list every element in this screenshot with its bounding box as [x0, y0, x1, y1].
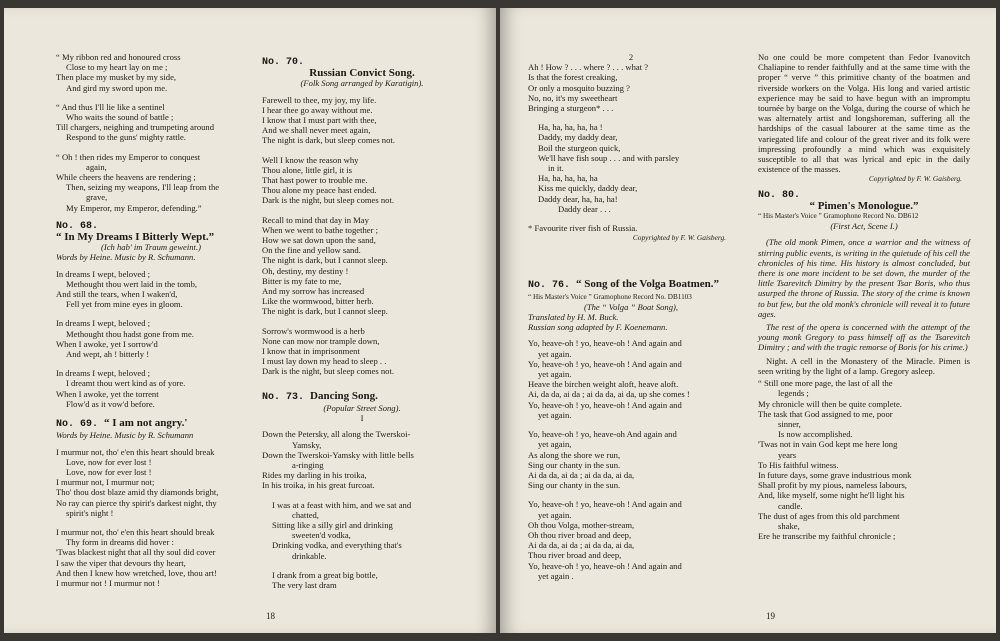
song-68-stanza — [56, 368, 246, 409]
stanza-continued — [528, 62, 734, 113]
verse-line: I must lay down my head to sleep . . — [262, 356, 387, 367]
verse-line: Methought thou wert laid in the tomb, — [66, 278, 198, 289]
verse-line: And wept, ah ! bitterly ! — [66, 349, 150, 360]
verse-line: Yo, heave-oh ! yo, heave-oh ! And again and — [528, 338, 682, 349]
verse-line: When I awoke, yet I sorrow'd — [56, 338, 158, 349]
verse-line: I know that I must part with thee, — [262, 115, 377, 126]
song-76-stanza — [528, 499, 734, 581]
verse-line: Ai da da, ai da ; ai da da, ai da, — [528, 540, 635, 551]
intro-paragraph: No one could be more competent than Fedor Ivanovitch Chaliapine to render faithfully and at the same time with the proper “ verve ” this primitive chanty of the boatmen and riverside workers on the Volga. His long and varied artistic experience may be said to have begun with an impromptu tournée by barge on the Volga, during the course of which he was alternately artist and longshoreman, suffering all the hardships of the casual labourer at the same time as the variegated life and colour of the great river and its folk were impressing profoundly a mind which was exquisitely susceptible to all that was lyrical and epic in the daily existence of the masses. — [758, 52, 970, 175]
verse-line: And my sorrow has increased — [262, 286, 365, 297]
verse-line: in it. — [548, 163, 564, 174]
verse-line: The dust of ages from this old parchment — [758, 510, 900, 521]
song-76-title-row — [528, 279, 734, 291]
verse-line: I saw the viper that devours thy heart, — [56, 557, 186, 568]
verse-line: Yo, heave-oh ! yo, heave-oh ! And again and — [528, 560, 682, 571]
song-credit: Translated by H. M. Buck. — [528, 312, 619, 323]
song-title: “ I am not angry.' — [104, 417, 188, 430]
verse-line: Love, now for ever lost ! — [66, 456, 152, 467]
song-subtitle: (The “ Volga ” Boat Song), — [583, 301, 679, 312]
song-69-header — [56, 418, 246, 440]
song-number: No. 80. — [758, 189, 801, 201]
scene-description: Night. A cell in the Monastery of the Miracle. Pimen is seen writing by the light of a lamp. Gregory asleep. — [758, 355, 970, 376]
verse-line: And then I knew how wretched, love, thou art! — [56, 567, 217, 578]
song-73-stanza — [262, 500, 462, 561]
verse-line: The very last dram — [272, 579, 337, 590]
verse-line: None can mow nor trample down, — [262, 335, 380, 346]
verse-line: “ My ribbon red and honoured cross — [56, 52, 181, 62]
song-70-stanza — [262, 215, 462, 317]
verse-line: Daddy dear . . . — [558, 203, 611, 214]
left-column-2 — [262, 52, 462, 599]
verse-line: drinkable. — [292, 550, 327, 561]
verse-line: Love, now for ever lost ! — [66, 466, 152, 477]
verse-line: I know that in imprisonment — [262, 346, 360, 357]
verse-line: “ Oh ! then rides my Emperor to conquest — [56, 151, 201, 162]
verse-line: candle. — [778, 500, 803, 511]
verse-line: Ha, ha, ha, ha, ha ! — [538, 122, 603, 133]
verse-line: Flow'd as it vow'd before. — [66, 398, 155, 409]
verse-line: In future days, some grave industrious monk — [758, 469, 912, 480]
synopsis-note: (The old monk Pimen, once a warrior and the witness of stirring public events, is writing in the quietude of his cell the chronicles of his time. His history is almost concluded, but there is one more incident to be set down, the murder of the little Tsarevitch Dimitry by the present Tsar Boris, who thus usurped the throne of Russia. The story of the crime is known to but few, but the old monk's chronicle will reveal it to future ages. — [758, 237, 970, 319]
verse-line: sweeten'd vodka, — [292, 530, 351, 541]
verse-line: I murmur not, tho' e'en this heart should break — [56, 446, 215, 457]
section-numeral: 2 — [628, 52, 634, 62]
verse-line: Thou river broad and deep, — [528, 550, 622, 561]
verse-line: As along the shore we run, — [528, 449, 621, 460]
verse-line: Sorrow's wormwood is a herb — [262, 325, 365, 336]
verse-line: Yo, heave-oh ! yo, heave-oh ! And again and — [528, 499, 682, 510]
verse-line: On the fine and yellow sand. — [262, 245, 361, 256]
verse-line: That hast power to trouble me. — [262, 175, 368, 186]
verse-line: Till chargers, neighing and trumpeting around — [56, 122, 215, 133]
verse-line: Bringing a sturgeon* . . . — [528, 103, 614, 114]
verse-line: Ah ! How ? . . . where ? . . . what ? — [528, 62, 649, 73]
song-title: “ In My Dreams I Bitterly Wept.” — [56, 231, 215, 244]
verse-line: Daddy dear, ha, ha, ha! — [538, 193, 618, 204]
song-title: Russian Convict Song. — [309, 67, 415, 80]
song-80-header — [758, 191, 970, 232]
right-column-1 — [528, 52, 734, 590]
verse-line: a-ringing — [292, 459, 324, 470]
verse-line: I was at a feast with him, and we sat and — [272, 499, 412, 510]
verse-line: How we sat down upon the sand, — [262, 235, 376, 246]
verse-line: And we shall never meet again, — [262, 125, 371, 136]
verse-line: sinner, — [778, 418, 801, 429]
verse-line: yet again . — [538, 570, 574, 581]
song-69-stanza — [56, 447, 246, 518]
verse-line: Dark is the night, but sleep comes not. — [262, 366, 394, 377]
verse-line: Thy form in dreams did hover : — [66, 537, 174, 548]
song-69-title-row — [56, 418, 246, 430]
song-70-stanza — [262, 326, 462, 377]
verse-line: Ha, ha, ha, ha, ha — [538, 173, 598, 184]
copyright-note: Copyrighted by F. W. Gaisberg. — [632, 233, 726, 243]
song-number: No. 73. — [262, 391, 311, 403]
verse-line: I hear thee go away without me. — [262, 104, 373, 115]
verse-line: shake, — [778, 520, 800, 531]
song-credit: Words by Heine. Music by R. Schumann. — [56, 252, 196, 263]
verse-line: grave, — [86, 192, 108, 203]
verse-line: Shall profit by my pious, nameless labours, — [758, 480, 907, 491]
song-73-header — [262, 391, 462, 424]
verse-line: Down the Twerskoi-Yamsky with little bells — [262, 449, 414, 460]
verse-line: Sitting like a silly girl and drinking — [272, 519, 393, 530]
verse-line: The night is dark, but I cannot sleep. — [262, 255, 388, 266]
song-number: No. 68. — [56, 220, 99, 232]
verse-line: Respond to the guns' mighty rattle. — [66, 132, 186, 143]
verse-line: In dreams I wept, beloved ; — [56, 318, 151, 329]
verse-line: When we went to bathe together ; — [262, 224, 378, 235]
verse-line: Like the wormwood, bitter herb. — [262, 296, 374, 307]
verse-line: Daddy, my daddy dear, — [538, 132, 618, 143]
song-number: No. 70. — [262, 57, 305, 68]
verse-line: Yo, heave-oh ! yo, heave-oh ! And again and — [528, 399, 682, 410]
verse-line: No, no, it's my sweetheart — [528, 92, 618, 103]
verse-line: yet again. — [538, 369, 572, 380]
verse-line: Yo, heave-oh ! yo, heave-oh And again and — [528, 429, 677, 440]
song-title: “ Pimen's Monologue.” — [809, 199, 919, 212]
verse-line: Then place my musket by my side, — [56, 72, 177, 83]
song-76-stanza — [528, 429, 734, 490]
verse-line: My chronicle will then be quite complete. — [758, 398, 902, 409]
verse-line: Who waits the sound of battle ; — [66, 112, 174, 123]
verse-line: years — [778, 449, 797, 460]
verse-line: Fell yet from mine eyes in gloom. — [66, 299, 183, 310]
verse-line: Kiss me quickly, daddy dear, — [538, 183, 638, 194]
right-column-2 — [758, 52, 970, 550]
poem-stanza — [56, 152, 246, 213]
synopsis-note: The rest of the opera is concerned with the attempt of the young monk Gregory to pass himself off as the Tsarevitch Dimitry ; and with the tragic remorse of Boris for his crime.) — [758, 322, 970, 353]
song-credit: Russian song adapted by F. Koenemann. — [528, 322, 668, 333]
verse-line: “ And thus I'll lie like a sentinel — [56, 101, 165, 112]
verse-line: Well I know the reason why — [262, 154, 359, 165]
left-column-1 — [56, 52, 246, 597]
copyright-note: Copyrighted by F. W. Gaisberg. — [868, 174, 962, 184]
verse-line: Thou alone my peace hast ended. — [262, 185, 377, 196]
verse-line: 'Twas blackest night that all thy soul did cover — [56, 547, 216, 558]
verse-line: yet again. — [538, 409, 572, 420]
verse-line: Close to my heart lay on me ; — [66, 62, 168, 73]
verse-line: Ai, da da, ai da ; ai da da, ai da, up she comes ! — [528, 389, 690, 400]
record-number: “ His Master's Voice ” Gramophone Record No. DB612 — [758, 212, 919, 221]
verse-line: Thou alone, little girl, it is — [262, 164, 352, 175]
song-73-title-row — [262, 391, 462, 403]
verse-line: Ai da da, ai da ; ai da da, ai da, — [528, 469, 635, 480]
verse-line: Oh thou river broad and deep, — [528, 529, 632, 540]
verse-line: yet again. — [538, 509, 572, 520]
verse-line: Down the Petersky, all along the Twerskoi- — [262, 429, 411, 440]
verse-line: Dark is the night, but sleep comes not. — [262, 195, 394, 206]
section-numeral: I — [360, 413, 364, 424]
verse-line: legends ; — [778, 388, 809, 399]
verse-line: Rides my darling in his troika, — [262, 470, 367, 481]
verse-line: To His faithful witness. — [758, 459, 839, 470]
song-76-header — [528, 279, 734, 332]
song-70-header — [262, 58, 462, 89]
verse-line: I murmur not ! I murmur not ! — [56, 577, 160, 588]
verse-line: Methought thou hadst gone from me. — [66, 328, 194, 339]
verse-line: While cheers the heavens are rendering ; — [56, 172, 196, 183]
verse-line: I murmur not, I murmur not; — [56, 477, 155, 488]
verse-line: again, — [86, 161, 107, 172]
poem-stanza — [56, 52, 246, 93]
song-73-stanza — [262, 570, 462, 590]
verse-line: When I awoke, yet the torrent — [56, 388, 159, 399]
song-68-header — [56, 222, 246, 263]
verse-line: Recall to mind that day in May — [262, 214, 369, 225]
footnote: * Favourite river fish of Russia. — [528, 223, 638, 234]
verse-line: My Emperor, my Emperor, defending.” — [66, 202, 202, 213]
song-68-stanza — [56, 269, 246, 310]
verse-line: Or only a mosquito buzzing ? — [528, 82, 630, 93]
verse-line: Is that the forest creaking, — [528, 72, 618, 83]
verse-line: Tho' thou dost blaze amid thy diamonds bright, — [56, 487, 219, 498]
song-70-stanza — [262, 155, 462, 206]
song-73-stanza — [262, 429, 462, 490]
verse-line: Heave the birchen weight aloft, heave aloft. — [528, 379, 679, 390]
page-number-left: 18 — [266, 611, 275, 621]
verse-line: Ere he transcribe my faithful chronicle ; — [758, 531, 896, 542]
verse-line: In dreams I wept, beloved ; — [56, 368, 151, 379]
page-number-right: 19 — [766, 611, 775, 621]
verse-line: Sing our chanty in the sun. — [528, 459, 621, 470]
song-subtitle: (First Act, Scene I.) — [830, 221, 898, 232]
verse-line: Is now accomplished. — [778, 429, 853, 440]
verse-line: The task that God assigned to me, poor — [758, 408, 893, 419]
song-credit: Words by Heine. Music by R. Schumann — [56, 430, 194, 441]
verse-line: Yo, heave-oh ! yo, heave-oh ! And again and — [528, 358, 682, 369]
verse-line: I drank from a great big bottle, — [272, 569, 378, 580]
verse-line: 'Twas not in vain God kept me here long — [758, 439, 898, 450]
verse-line: No ray can pierce thy spirit's darkest night, thy — [56, 497, 217, 508]
verse-line: Sing our chanty in the sun. — [528, 480, 621, 491]
verse-line: And gird my sword upon me. — [66, 82, 168, 93]
song-subtitle: (Folk Song arranged by Karatigin). — [300, 78, 424, 89]
verse-line: In dreams I wept, beloved ; — [56, 268, 151, 279]
verse-line: The night is dark, but I cannot sleep. — [262, 306, 388, 317]
left-page — [4, 8, 496, 633]
poem-stanza — [56, 102, 246, 143]
verse-line: “ Still one more page, the last of all the — [758, 378, 893, 389]
song-number: No. 69. — [56, 419, 105, 431]
song-title: “ Song of the Volga Boatmen.” — [576, 278, 720, 291]
stanza-continued — [528, 122, 734, 214]
pimen-verse — [758, 378, 970, 541]
verse-line: chatted, — [292, 509, 319, 520]
verse-line: Bitter is my fate to me, — [262, 275, 342, 286]
song-subtitle: (Ich hab' im Traum geweint.) — [101, 242, 201, 253]
verse-line: And still the tears, when I waken'd, — [56, 289, 178, 300]
verse-line: Oh, destiny, my destiny ! — [262, 265, 349, 276]
verse-line: Drinking vodka, and everything that's — [272, 540, 402, 551]
verse-line: We'll have fish soup . . . and with parsley — [538, 152, 680, 163]
song-70-stanza — [262, 95, 462, 146]
verse-line: And, like myself, some night he'll light his — [758, 490, 905, 501]
song-76-stanza — [528, 338, 734, 420]
song-subtitle: (Popular Street Song). — [323, 402, 401, 413]
record-number: “ His Master's Voice ” Gramophone Record No. DB1103 — [528, 292, 692, 301]
song-68-stanza — [56, 318, 246, 359]
song-title: Dancing Song. — [310, 389, 378, 402]
right-page — [500, 8, 996, 633]
song-number: No. 76. — [528, 280, 577, 292]
song-69-stanza — [56, 527, 246, 588]
verse-line: Yamsky, — [292, 439, 322, 450]
verse-line: I dreamt thou wert kind as of yore. — [66, 378, 186, 389]
verse-line: The night is dark, but sleep comes not. — [262, 135, 395, 146]
verse-line: Then, seizing my weapons, I'll leap from the — [66, 182, 220, 193]
verse-line: yet again. — [538, 348, 572, 359]
verse-line: I murmur not, tho' e'en this heart should break — [56, 526, 215, 537]
verse-line: Oh thou Volga, mother-stream, — [528, 519, 635, 530]
verse-line: spirit's night ! — [66, 507, 114, 518]
verse-line: Boil the sturgeon quick, — [538, 142, 621, 153]
verse-line: In his troika, in his great furcoat. — [262, 480, 375, 491]
verse-line: Farewell to thee, my joy, my life. — [262, 94, 377, 105]
verse-line: yet again, — [538, 439, 572, 450]
